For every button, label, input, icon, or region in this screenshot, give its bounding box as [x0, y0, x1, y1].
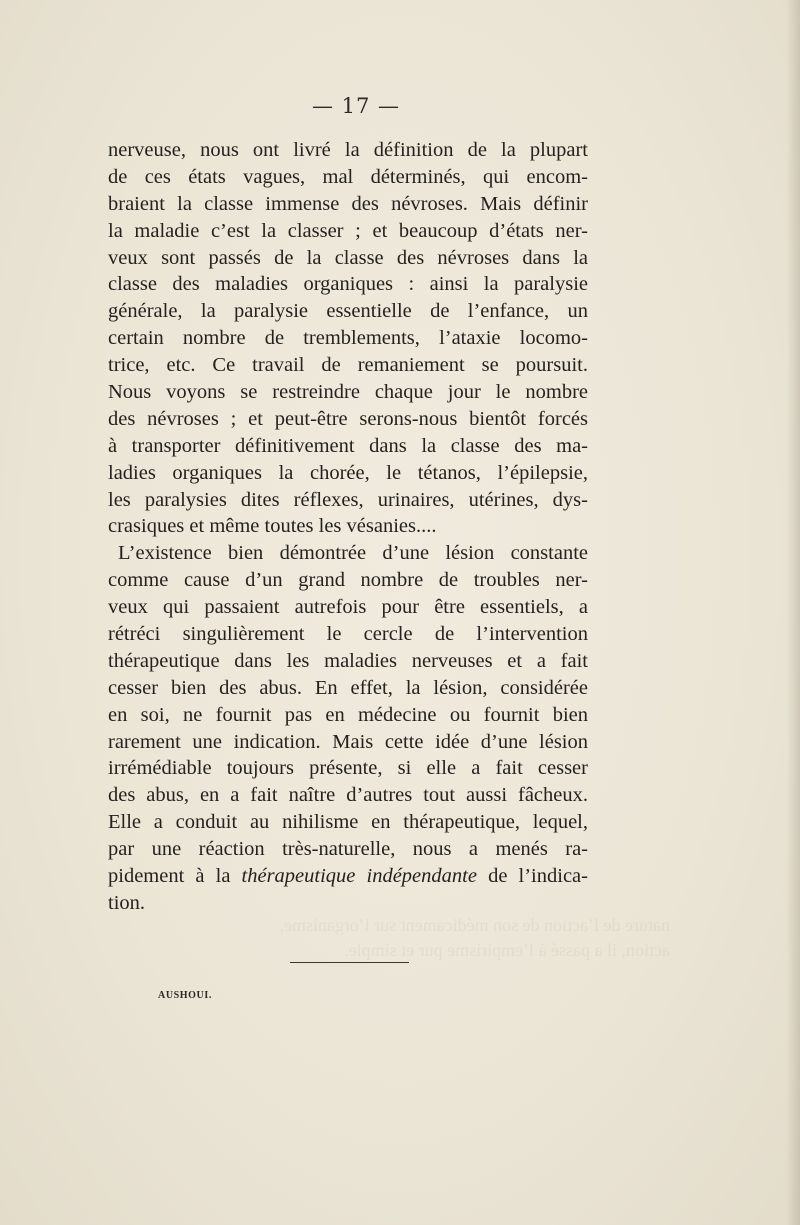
text-line: thérapeutique dans les maladies nerveuses et a fait — [108, 649, 588, 672]
show-through-text: nature de l’action de son médicament sur l’organisme, — [279, 915, 670, 935]
text-line: veux sont passés de la classe des névroses dans la — [108, 246, 588, 269]
page-number: — 17 — — [311, 94, 401, 118]
text-line: les paralysies dites réflexes, urinaires, utérines, dys- — [108, 488, 588, 511]
text-line: veux qui passaient autrefois pour être essentiels, a — [108, 596, 588, 619]
final-line: tion. — [108, 891, 146, 914]
text-line-with-italic — [108, 863, 588, 890]
text-line: par une réaction très-naturelle, nous a menés ra- — [108, 838, 588, 861]
body-text — [108, 137, 588, 917]
text-line: certain nombre de tremblements, l’ataxie locomo- — [108, 327, 588, 350]
text-line: en soi, ne fournit pas en médecine ou fournit bien — [108, 703, 588, 726]
text-segment: pidement à la — [108, 865, 242, 888]
text-line: irrémédiable toujours présente, si elle a fait cesser — [108, 757, 588, 780]
text-line: cesser bien des abus. En effet, la lésion, considérée — [108, 676, 588, 699]
text-line: des abus, en a fait naître d’autres tout aussi fâcheux. — [108, 784, 588, 807]
text-line: rétréci singulièrement le cercle de l’intervention — [108, 623, 588, 646]
text-line: braient la classe immense des névroses. Mais définir — [108, 192, 588, 215]
text-line: générale, la paralysie essentielle de l’enfance, un — [108, 300, 588, 323]
end-rule — [290, 962, 409, 963]
text-line: la maladie c’est la classer ; et beaucoup d’états ner- — [108, 219, 588, 242]
paragraph-start-line: L’existence bien démontrée d’une lésion constante — [118, 542, 588, 565]
italic-phrase: thérapeutique indépendante — [241, 865, 477, 888]
text-line: ladies organiques la chorée, le tétanos, l’épilepsie, — [108, 461, 588, 484]
text-line: de ces états vagues, mal déterminés, qui encom- — [108, 165, 588, 188]
text-line: rarement une indication. Mais cette idée d’une lésion — [108, 730, 588, 753]
text-line: trice, etc. Ce travail de remaniement se poursuit. — [108, 354, 588, 377]
text-line: crasiques et même toutes les vésanies.... — [108, 515, 437, 538]
text-line: nerveuse, nous ont livré la définition de la plupart — [108, 139, 588, 161]
text-line: comme cause d’un grand nombre de troubles ner- — [108, 569, 588, 592]
page-edge-shadow — [786, 0, 800, 1225]
show-through-text: action, il a passé à l’empirisme pur et simple. — [344, 940, 670, 960]
text-line: des névroses ; et peut-être serons-nous bientôt forcés — [108, 407, 588, 430]
text-segment: de l’indica- — [476, 865, 588, 888]
text-line: à transporter définitivement dans la classe des ma- — [108, 434, 588, 457]
printer-signature: AUSHOUI. — [158, 990, 212, 1001]
text-line: Nous voyons se restreindre chaque jour le nombre — [108, 381, 588, 404]
text-line: classe des maladies organiques : ainsi la paralysie — [108, 273, 588, 296]
text-line: Elle a conduit au nihilisme en thérapeutique, lequel, — [108, 811, 588, 834]
